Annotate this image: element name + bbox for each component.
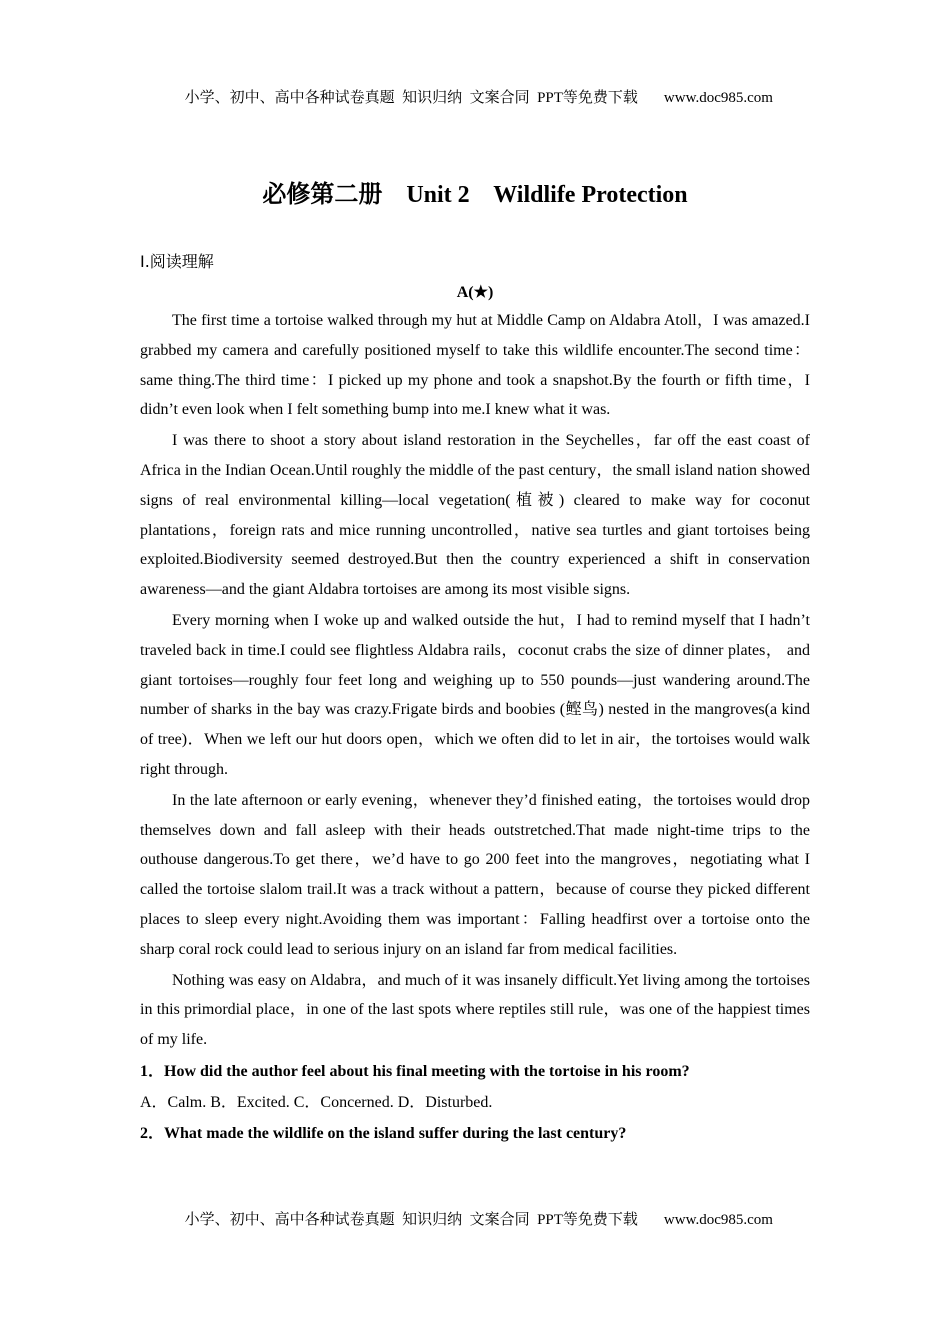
question-1: 1．How did the author feel about his final meeting with the tortoise in his room?: [140, 1062, 690, 1080]
header-text: 小学、初中、高中各种试卷真题 知识归纳 文案合同 PPT等免费下载: [184, 90, 638, 106]
header-url-link[interactable]: www.doc985.com: [663, 90, 773, 106]
page-footer: [0, 1191, 950, 1229]
document-title: 必修第二册 Unit 2 Wildlife Protection: [262, 182, 688, 208]
footer-url-link[interactable]: www.doc985.com: [663, 1212, 773, 1228]
paragraph-2: I was there to shoot a story about island restoration in the Seychelles，far off the east coast of Africa in the Indian Ocean.Until roughly the middle of the past century，the small island nation showed signs of real environmental killing—local vegetation(植被) cleared to make way for coconut plantations，foreign rats and mice running uncontrolled，native sea turtles and giant tortoises being exploited.Biodiversity seemed destroyed.But then the country experienced a shift in conservation awareness—and the giant Aldabra tortoises are among its most visible signs.: [140, 432, 810, 599]
paragraph-3: Every morning when I woke up and walked outside the hut，I had to remind myself that I hadn’t traveled back in time.I could see flightless Aldabra rails，coconut crabs the size of dinner plates， and giant tortoises—roughly four feet long and weighing up to 550 pounds—just wandering around.The number of sharks in the bay was crazy.Frigate birds and boobies (鲣鸟) nested in the mangroves(a kind of tree)．When we left our hut doors open，which we often did to let in air，the tortoises would walk right through.: [140, 611, 810, 778]
paragraph-1: The first time a tortoise walked through my hut at Middle Camp on Aldabra Atoll，I was amazed.I grabbed my camera and carefully positioned myself to take this wildlife encounter.The second time：same thing.The third time：I picked up my phone and took a snapshot.By the fourth or fifth time，I didn’t even look when I felt something bump into me.I knew what it was.: [140, 312, 811, 419]
question-1-options: A．Calm. B．Excited. C．Concerned. D．Disturbed.: [140, 1093, 493, 1111]
paragraph-4: In the late afternoon or early evening，whenever they’d finished eating，the tortoises would drop themselves down and fall asleep with their heads outstretched.That made night-time trips to the outhouse dangerous.To get there，we’d have to go 200 feet into the mangroves，negotiating what I called the tortoise slalom trail.It was a track without a pattern，because of course they picked different places to sleep every night.Avoiding them was important：Falling headfirst over a tortoise onto the sharp coral rock could lead to serious injury on an island far from medical facilities.: [140, 791, 811, 958]
question-2: 2．What made the wildlife on the island suffer during the last century?: [140, 1124, 627, 1142]
footer-text: 小学、初中、高中各种试卷真题 知识归纳 文案合同 PPT等免费下载: [184, 1212, 638, 1228]
passage-label: A(★): [456, 284, 494, 301]
passage-content: [140, 306, 810, 1149]
page-header: [0, 69, 950, 107]
paragraph-5: Nothing was easy on Aldabra，and much of it was insanely difficult.Yet living among the tortoises in this primordial place，in one of the last spots where reptiles still rule，was one of the happiest times of my life.: [140, 971, 810, 1049]
section-heading: Ⅰ.阅读理解: [140, 252, 214, 271]
